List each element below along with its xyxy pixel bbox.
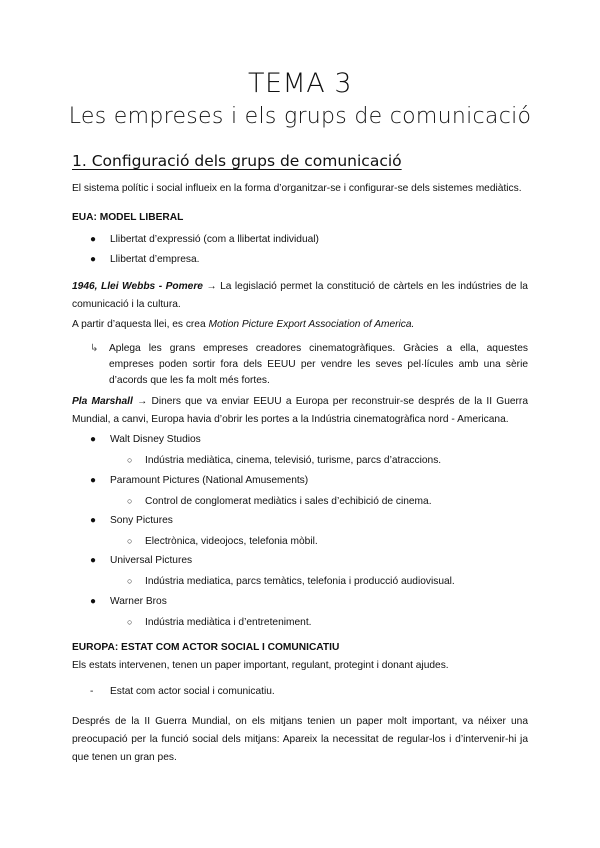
list-item — [90, 514, 173, 528]
llei-lead: 1946, Llei Webbs - Pomere — [72, 281, 203, 292]
bullet-icon: ● — [90, 555, 97, 566]
studio-name: Universal Pictures — [110, 555, 193, 566]
pla-lead: Pla Marshall — [72, 396, 133, 407]
section-heading: 1. Configuració dels grups de comunicació — [72, 152, 402, 170]
studio-detail: Indústria mediatica, parcs temàtics, telefonia i producció audiovisual. — [145, 576, 455, 587]
list-item — [90, 474, 308, 488]
page-title: TEMA 3 — [247, 68, 353, 99]
list-item-text: Llibertat d’expressió (com a llibertat individual) — [110, 234, 319, 245]
circle-bullet-icon: ○ — [127, 576, 133, 586]
circle-bullet-icon: ○ — [127, 455, 133, 465]
partir-text: A partir d’aquesta llei, es crea — [72, 319, 206, 330]
page-subtitle: Les empreses i els grups de comunicació — [68, 104, 532, 129]
circle-bullet-icon: ○ — [127, 617, 133, 627]
bullet-icon: ● — [90, 434, 97, 445]
llei-text: La legislació permet la constitució de càrtels en les indústries de la comunicació i la cultura. — [72, 281, 528, 310]
bullet-icon: ● — [90, 515, 97, 526]
partir-paragraph — [72, 316, 528, 334]
circle-bullet-icon: ○ — [127, 496, 133, 506]
eua-heading: EUA: MODEL LIBERAL — [72, 212, 184, 223]
list-subitem — [127, 494, 432, 509]
final-paragraph: Després de la II Guerra Mundial, on els mitjans tenien un paper molt important, va néixer una preocupació per la funció social dels mitjans: Apareix la necessitat de regular-los i d’intervenir-hi ja que tenen un gran pes. — [72, 716, 528, 763]
llei-paragraph — [72, 278, 528, 314]
return-arrow-icon: ↳ — [90, 343, 99, 354]
bullet-icon: ● — [90, 475, 97, 486]
studio-name: Warner Bros — [110, 596, 167, 607]
list-item — [90, 253, 199, 267]
list-subitem — [127, 574, 455, 589]
studio-detail: Indústria mediàtica i d’entreteniment. — [145, 617, 312, 628]
pla-text: Diners que va enviar EEUU a Europa per reconstruir-se després de la II Guerra Mundial, a canvi, Europa havia d’obrir les portes a la Indústria cinematogràfica nord - Americana. — [72, 396, 528, 425]
arrow-icon: → — [137, 396, 148, 407]
dash-bullet-icon: - — [90, 686, 94, 697]
europa-heading: EUROPA: ESTAT COM ACTOR SOCIAL I COMUNICATIU — [72, 642, 340, 653]
list-item — [90, 233, 319, 247]
list-subitem — [127, 534, 318, 549]
studio-detail: Electrònica, videojocs, telefonia mòbil. — [145, 536, 318, 547]
studio-detail: Indústria mediàtica, cinema, televisió, turisme, parcs d’atraccions. — [145, 455, 442, 466]
list-item-text: Estat com actor social i comunicatiu. — [110, 686, 275, 697]
list-item — [90, 554, 192, 568]
studio-name: Sony Pictures — [110, 515, 173, 526]
studio-detail: Control de conglomerat mediàtics i sales d’echibició de cinema. — [145, 496, 432, 507]
bullet-icon: ● — [90, 234, 97, 245]
aplega-item — [90, 341, 528, 389]
studio-name: Walt Disney Studios — [110, 434, 201, 445]
list-subitem — [127, 453, 441, 468]
bullet-icon: ● — [90, 596, 97, 607]
list-item — [90, 686, 275, 697]
list-item-text: Llibertat d’empresa. — [110, 254, 200, 265]
bullet-icon: ● — [90, 254, 97, 265]
pla-paragraph — [72, 393, 528, 429]
europa-paragraph: Els estats intervenen, tenen un paper important, regulant, protegint i donant ajudes. — [72, 660, 449, 671]
studio-name: Paramount Pictures (National Amusements) — [110, 475, 309, 486]
intro-paragraph: El sistema polític i social influeix en la forma d’organitzar-se i configurar-se dels sistemes mediàtics. — [72, 183, 522, 194]
list-subitem — [127, 615, 311, 630]
list-item — [90, 433, 201, 447]
arrow-icon: → — [206, 281, 217, 292]
circle-bullet-icon: ○ — [127, 536, 133, 546]
organization-name: Motion Picture Export Association of America. — [208, 319, 415, 330]
list-item — [90, 595, 167, 609]
aplega-text: Aplega les grans empreses creadores cinematogràfiques. Gràcies a ella, aquestes empreses poden sortir fora dels EEUU per vendre les seves pel·lícules amb una sèrie d’acords que les fa molt més fortes. — [109, 343, 528, 386]
